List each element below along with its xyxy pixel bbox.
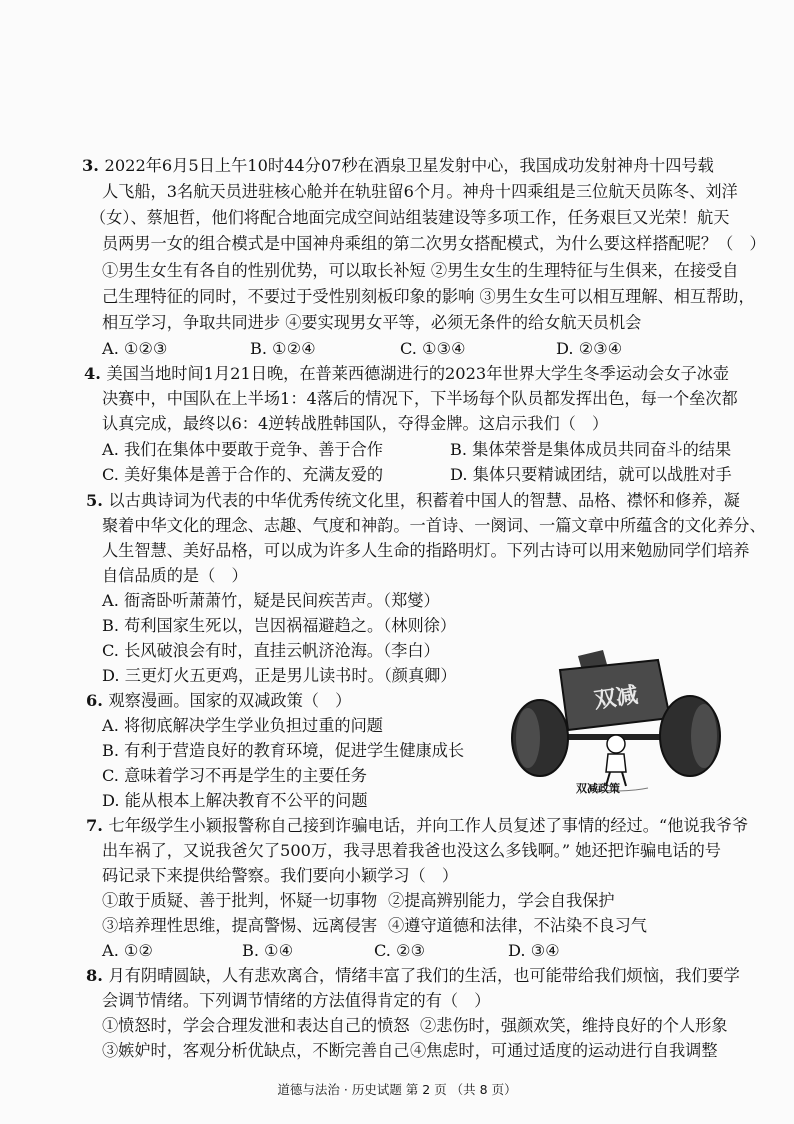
- q4-option-d: D. 集体只要精诚团结，就可以战胜对手: [450, 465, 732, 484]
- q3-line-5: ①男生女生有各自的性别优势，可以取长补短 ②男生女生的生理特征与生俱来，在接受自: [102, 261, 739, 280]
- q3-line-2: 人飞船，3名航天员进驻核心舱并在轨驻留6个月。神舟十四乘组是三位航天员陈冬、刘洋: [102, 182, 738, 201]
- q3-line-3: （女）、蔡旭哲，他们将配合地面完成空间站组装建设等多项工作，任务艰巨又光荣！航天: [90, 208, 730, 227]
- q3-line-4: 员两男一女的组合模式是中国神舟乘组的第二次男女搭配模式，为什么要这样搭配呢？（ ）: [102, 234, 766, 253]
- q5-line-4: 自信品质的是（ ）: [102, 566, 248, 585]
- q5-line-3: 人生智慧、美好品格，可以成为许多人生命的指路明灯。下列古诗可以用来勉励同学们培养: [102, 541, 750, 560]
- q8-line-2: 会调节情绪。下列调节情绪的方法值得肯定的有（ ）: [102, 991, 491, 1010]
- q5-option-b: B. 苟利国家生死以，岂因祸福避趋之。（林则徐）: [102, 616, 457, 635]
- q8-item-4: ④焦虑时，可通过适度的运动进行自我调整: [410, 1041, 718, 1060]
- q7-line-1: 7. 七年级学生小颖报警称自己接到诈骗电话，并向工作人员复述了事情的经过。“他说我爷爷: [86, 816, 749, 835]
- left-weight-face: [516, 708, 540, 768]
- q6-option-a: A. 将彻底解决学生学业负担过重的问题: [102, 716, 383, 735]
- q7-line-2: 出车祸了，又说我爸欠了500万，我寻思着我爸也没这么多钱啊。” 她还把诈骗电话的号: [102, 841, 721, 860]
- q3-line-6: 己生理特征的同时，不要过于受性别刻板印象的影响 ③男生女生可以相互理解、相互帮助，: [102, 287, 755, 306]
- q4-line-1: 4. 美国当地时间1月21日晚，在普莱西德湖进行的2023年世界大学生冬季运动会女子冰壶: [84, 364, 730, 383]
- q6-option-c: C. 意味着学习不再是学生的主要任务: [102, 766, 367, 785]
- q3-option-b: B. ①②④: [250, 339, 316, 358]
- q7-item-2: ②提高辨别能力，学会自我保护: [388, 891, 615, 910]
- q4-option-c: C. 美好集体是善于合作的、充满友爱的: [102, 465, 384, 484]
- q7-line-3: 码记录下来提供给警察。我们要向小颖学习（ ）: [102, 866, 459, 885]
- q4-option-b: B. 集体荣誉是集体成员共同奋斗的结果: [450, 440, 732, 459]
- q5-option-a: A. 衙斋卧听萧萧竹，疑是民间疾苦声。（郑燮）: [102, 591, 440, 610]
- q6-option-d: D. 能从根本上解决教育不公平的问题: [102, 791, 368, 810]
- q3-line-1: 3. 2022年6月5日上午10时44分07秒在酒泉卫星发射中心，我国成功发射神舟十四号载: [82, 156, 714, 175]
- q5-option-c: C. 长风破浪会有时，直挂云帆济沧海。（李白）: [102, 641, 440, 660]
- page-footer: 道德与法治 · 历史试题 第 2 页 （共 8 页）: [277, 1082, 517, 1097]
- q5-line-2: 聚着中华文化的理念、志趣、气度和神韵。一首诗、一阕词、一篇文章中所蕴含的文化养分、: [102, 516, 766, 535]
- q3-option-c: C. ①③④: [400, 339, 466, 358]
- q3-option-a: A. ①②③: [102, 339, 168, 358]
- q5-line-1: 5. 以古典诗词为代表的中华优秀传统文化里，积蓄着中国人的智慧、品格、襟怀和修养，凝: [86, 491, 740, 510]
- q7-item-4: ④遵守道德和法律，不沾染不良习气: [388, 916, 647, 935]
- q4-line-3: 认真完成，最终以6：4逆转战胜韩国队，夺得金牌。这启示我们（ ）: [102, 414, 609, 433]
- double-reduction-cartoon: [508, 648, 728, 798]
- child-leg-right: [622, 772, 626, 786]
- q8-item-2: ②悲伤时，强颜欢笑，维持良好的个人形象: [420, 1016, 728, 1035]
- cartoon-caption: 双减政策: [576, 782, 620, 795]
- q7-option-a: A. ①②: [102, 941, 154, 960]
- q8-item-1: ①愤怒时，学会合理发泄和表达自己的愤怒: [102, 1016, 410, 1035]
- child-body: [606, 754, 626, 772]
- q7-option-d: D. ③④: [508, 941, 560, 960]
- q4-option-a: A. 我们在集体中要敢于竞争、善于合作: [102, 440, 383, 459]
- q8-item-3: ③嫉妒时，客观分析优缺点，不断完善自己: [102, 1041, 410, 1060]
- child-head: [607, 735, 625, 753]
- q7-item-3: ③培养理性思维，提高警惕、远离侵害: [102, 916, 378, 935]
- q7-option-b: B. ①④: [242, 941, 294, 960]
- q3-line-7: 相互学习，争取共同进步 ④要实现男女平等，必须无条件的给女航天员机会: [102, 313, 642, 332]
- right-weight-face: [691, 704, 717, 768]
- q7-option-c: C. ②③: [374, 941, 426, 960]
- q4-line-2: 决赛中，中国队在上半场1：4落后的情况下，下半场每个队员都发挥出色，每一个垒次都: [102, 389, 738, 408]
- q6-stem: 6. 观察漫画。国家的双减政策（ ）: [86, 691, 352, 710]
- q8-line-1: 8. 月有阴晴圆缺，人有悲欢离合，情绪丰富了我们的生活，也可能带给我们烦恼，我们要学: [86, 966, 740, 985]
- q7-item-1: ①敢于质疑、善于批判，怀疑一切事物: [102, 891, 378, 910]
- q3-option-d: D. ②③④: [556, 339, 623, 358]
- q6-option-b: B. 有利于营造良好的教育环境，促进学生健康成长: [102, 741, 465, 760]
- q5-option-d: D. 三更灯火五更鸡，正是男儿读书时。（颜真卿）: [102, 666, 457, 685]
- stone-block-text: 双减: [592, 681, 640, 714]
